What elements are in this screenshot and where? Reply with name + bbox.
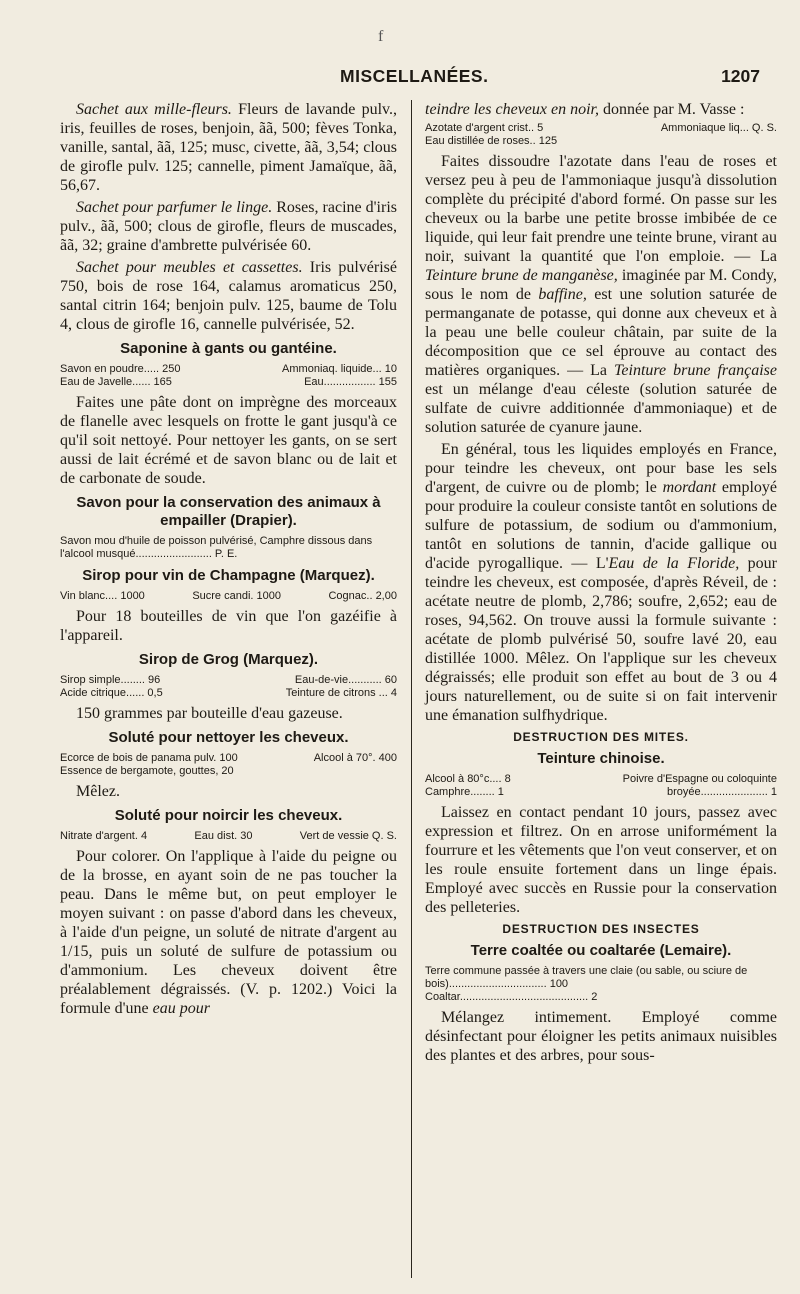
body-italic: Teinture brune française: [613, 362, 778, 379]
body-text: En général, tous les liquides employés en France, pour teindre les cheveux, ont pour base les sels d'argent, de cuivre ou de plomb; le: [425, 441, 777, 496]
heading-terre-coaltee: Terre coaltée ou coaltarée (Lemaire).: [470, 942, 732, 959]
formula-item: Essence de bergamote, gouttes, 20: [60, 765, 234, 777]
running-head: MISCELLANÉES.: [340, 66, 489, 86]
formula-savon: Savon mou d'huile de poisson pulvérisé, Camphre dissous dans l'alcool musqué......................... P. E.: [60, 535, 373, 560]
margin-mark: f: [378, 28, 384, 45]
right-column: [425, 100, 777, 1068]
formula-item: Terre commune passée à travers une claie (ou sable, ou sciure de bois)................................ 100: [425, 965, 748, 990]
page-header: [60, 66, 760, 94]
formula-item: Cognac.. 2,00: [328, 590, 397, 602]
formula-sirop-grog: [60, 674, 397, 700]
body-solute-noircir: [60, 847, 397, 1018]
recipe-title: Sachet pour parfumer le linge.: [76, 199, 273, 216]
body-text: employé pour produire la couleur consiste tantôt en solutions de sulfure de potassium, de sodium ou d'ammonium, tantôt en solutions de tannin, d'acide gallique ou d'acide pyrogallique. — L': [425, 479, 777, 572]
formula-item: Vert de vessie Q. S.: [299, 830, 397, 842]
formula-item: Sucre candi. 1000: [192, 590, 281, 602]
section-destruction-mites: DESTRUCTION DES MITES.: [513, 730, 689, 744]
body-text: Faites dissoudre l'azotate dans l'eau de roses et versez peu à peu de l'ammoniaque jusqu'à dissolution complète du précipité d'abord formé. On passe sur les cheveux ou la barbe une petite brosse imbibée de ce liquide, qui leur fait prendre une teinte brune, virant au noir, suivant la quantité que l'on emploie. — La: [425, 153, 777, 265]
formula-solute-nettoyer: [60, 752, 397, 778]
formula-item: Eau distillée de roses.. 125: [425, 135, 558, 147]
body-italic: mordant: [662, 479, 717, 496]
body-italic: baffine,: [538, 286, 587, 303]
formula-item: Ammoniaque liq... Q. S.: [660, 122, 777, 134]
column-divider: [411, 100, 412, 1278]
formula-item: Sirop simple........ 96: [60, 674, 161, 686]
formula-terre-coaltee: [425, 965, 777, 1004]
formula-item: Eau-de-vie........... 60: [294, 674, 397, 686]
formula-item: Nitrate d'argent. 4: [60, 830, 148, 842]
body-text: pour teindre les cheveux, est composée, d'après Réveil, de : acétate neutre de plomb, 2,786; soufre, 2,652; eau de roses, 94,562. On trouve aussi la formule suivante : acétate de plomb pulvérisé 50, soufre lavé 20, eau distillée 1000. Mêlez. On l'applique sur les cheveux dégraissés; elle produit son effet au bout de 3 ou 4 jours naturellement, ou de suite si on fait intervenir une émanation sulfhydrique.: [425, 555, 778, 724]
body-text: imaginée par M. Condy, sous le nom de: [425, 267, 777, 303]
formula-item: Savon en poudre..... 250: [60, 363, 181, 375]
recipe-title: teindre les cheveux en noir,: [425, 101, 600, 118]
recipe-title: Sachet pour meubles et cassettes.: [76, 259, 303, 276]
formula-item: Vin blanc.... 1000: [60, 590, 145, 602]
formula-item: Azotate d'argent crist.. 5: [425, 122, 544, 134]
page-number: 1207: [721, 66, 760, 86]
heading-savon: Savon pour la conservation des animaux à empailler (Drapier).: [76, 494, 381, 529]
formula-item: Teinture de citrons ... 4: [285, 687, 397, 699]
formula-teinture-chinoise: [425, 773, 777, 799]
formula-solute-noircir: [60, 830, 397, 843]
body-italic: Eau de la Floride,: [608, 555, 740, 572]
body-sirop-champagne: Pour 18 bouteilles de vin que l'on gazéifie à l'appareil.: [60, 608, 397, 644]
formula-item: Alcool à 70°. 400: [313, 752, 397, 764]
body-teindre-1: [425, 152, 777, 437]
formula-item: Eau dist. 30: [194, 830, 253, 842]
recipe-text: Iris pulvérisé 750, bois de rose 164, calamus aromaticus 250, santal citrin 164; benjoin pulv. 125, baume de Tolu 4, clous de girofle 16, cannelle pulvérisée, 52.: [60, 259, 397, 333]
body-solute-nettoyer: Mêlez.: [76, 783, 120, 800]
formula-teindre: [425, 122, 777, 148]
formula-item: Eau de Javelle...... 165: [60, 376, 172, 388]
formula-item: Camphre........ 1: [425, 786, 504, 798]
formula-item: Acide citrique...... 0,5: [60, 687, 163, 699]
formula-item: Poivre d'Espagne ou coloquinte: [622, 773, 777, 785]
formula-item: broyée...................... 1: [666, 786, 777, 798]
section-destruction-insectes: DESTRUCTION DES INSECTES: [502, 922, 700, 936]
left-column: [60, 100, 397, 1021]
body-italic: eau pour: [152, 1000, 210, 1017]
body-text: est une solution saturée de permanganate de potasse, qui donne aux cheveux et à la peau une belle couleur châtain, par suite de la décomposition que ce sel éprouve au contact des matières organiques. — La: [425, 286, 778, 379]
recipe-text: Roses, racine d'iris pulv., ãã, 500; clous de girofle, fleurs de muscades, ãã, 32; graine d'ambrette pulvérisée 60.: [60, 199, 398, 254]
recipe-text: donnée par M. Vasse :: [599, 101, 745, 118]
heading-sirop-grog: Sirop de Grog (Marquez).: [138, 651, 319, 668]
heading-sirop-champagne: Sirop pour vin de Champagne (Marquez).: [82, 567, 375, 584]
body-text: est un mélange d'eau céleste (solution saturée de sulfate de cuivre additionnée d'ammoniaque) et de solution saturée de cyanure jaune.: [425, 381, 777, 436]
body-italic: Teinture brune de manganèse,: [425, 267, 618, 284]
body-text: Pour colorer. On l'applique à l'aide du peigne ou de la brosse, en ayant soin de ne pas toucher la peau. Dans le même but, on peut employer le moyen suivant : on passe d'abord dans les cheveux, à l'aide d'un peigne, un soluté de nitrate d'argent au 1/15, puis un soluté de sulfure de potassium ou d'ammonium. Les cheveux doivent être préalablement dégraissés. (V. p. 1202.) Voici la formule d'une: [60, 848, 397, 1017]
heading-solute-noircir: Soluté pour noircir les cheveux.: [114, 807, 343, 824]
recipe-teindre: [425, 100, 777, 119]
body-saponine: Faites une pâte dont on imprègne des morceaux de flanelle avec lesquels on frotte le gant jusqu'à ce qu'il soit nettoyé. Pour nettoyer les gants, on se sert aussi de lait écrémé et de savon blanc ou de lait et de carbonate de soude.: [60, 394, 397, 487]
formula-item: Alcool à 80°c.... 8: [425, 773, 511, 785]
heading-teinture-chinoise: Teinture chinoise.: [537, 750, 665, 767]
heading-solute-nettoyer: Soluté pour nettoyer les cheveux.: [108, 729, 349, 746]
heading-saponine: Saponine à gants ou gantéine.: [120, 340, 337, 357]
recipe-sachet-mille-fleurs: [60, 100, 397, 195]
formula-item: Ecorce de bois de panama pulv. 100: [60, 752, 238, 764]
formula-item: Eau................. 155: [304, 376, 397, 388]
recipe-sachet-linge: [60, 198, 397, 255]
formula-saponine: [60, 363, 397, 389]
formula-sirop-champagne: [60, 590, 397, 603]
body-teinture-chinoise: Laissez en contact pendant 10 jours, passez avec expression et filtrez. On en arrose uniformément la fourrure et les vêtements que l'on veut conserver, et on les roule ensuite fortement dans un linge épais. Employé avec succès en Russie pour la conservation des pelleteries.: [425, 804, 777, 916]
recipe-text: Fleurs de lavande pulv., iris, feuilles de roses, benjoin, ãã, 500; fèves Tonka, vanille, santal, ãã, 125; musc, civette, ãã, 3,54; clous de girofle pulv. 125; cannelle, piment Jamaïque, ãã, 56,67.: [60, 101, 397, 194]
body-teindre-2: [425, 440, 777, 725]
body-sirop-grog: 150 grammes par bouteille d'eau gazeuse.: [76, 705, 343, 722]
formula-item: Ammoniaq. liquide... 10: [282, 363, 397, 375]
recipe-sachet-meubles: [60, 258, 397, 334]
recipe-title: Sachet aux mille-fleurs.: [76, 101, 232, 118]
formula-item: Coaltar.......................................... 2: [425, 991, 598, 1003]
body-terre-coaltee: Mélangez intimement. Employé comme désinfectant pour éloigner les petits animaux nuisibles des plantes et des arbres, pour sous-: [425, 1009, 777, 1064]
